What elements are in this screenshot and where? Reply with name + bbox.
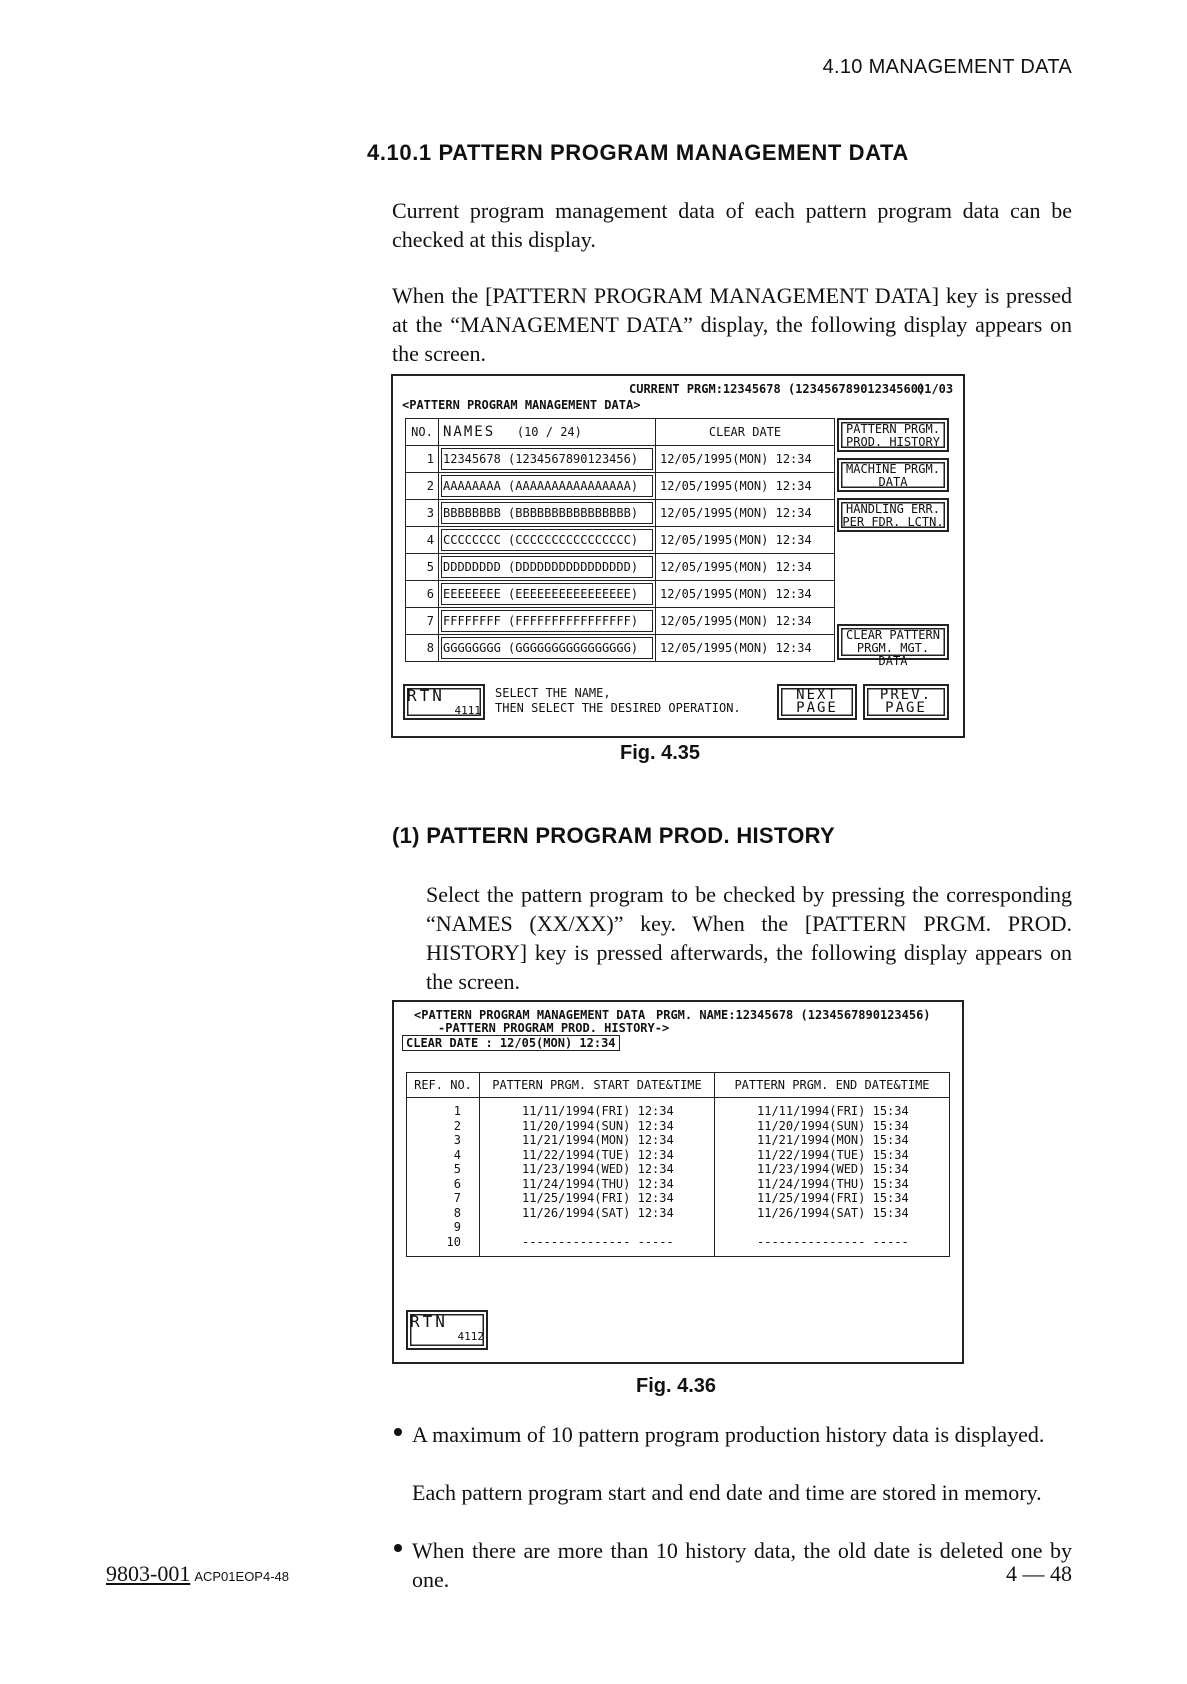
table-row (406, 527, 835, 554)
table-row (406, 635, 835, 662)
ref-no: 6 (453, 1176, 461, 1191)
page-number: 4 — 48 (1006, 1561, 1072, 1586)
rtn-code: 4111 (454, 704, 481, 717)
figure-caption-4-36: Fig. 4.36 (636, 1375, 717, 1397)
end-datetime: 11/22/1994(TUE) 15:34 (757, 1147, 909, 1162)
start-datetime: 11/25/1994(FRI) 12:34 (522, 1191, 674, 1205)
paragraph-history: Select the pattern program to be checked by pressing the corresponding “NAMES (XX/XX)” key. When the [PATTERN PRGM. PROD. HISTORY] key is pressed afterwards, the following display appears on the screen. (426, 882, 1072, 994)
end-column (715, 1098, 950, 1257)
names-header-key[interactable] (439, 419, 656, 446)
row-number: 2 (406, 473, 439, 500)
names-count: (10 / 24) (516, 425, 582, 439)
col-no-header: NO. (406, 419, 439, 446)
name-key[interactable]: DDDDDDDD (DDDDDDDDDDDDDDDD) (439, 554, 656, 581)
col-names-header: NAMES (443, 424, 496, 440)
clear-date: 12/05/1995(MON) 12:34 (656, 473, 835, 500)
rtn-code: 4112 (457, 1330, 484, 1343)
prev-page-button[interactable]: PREV. PAGE (863, 684, 949, 720)
table-row (406, 608, 835, 635)
handling-err-per-fdr-lctn-button[interactable]: HANDLING ERR. PER FDR. LCTN. (837, 498, 949, 532)
row-number: 5 (406, 554, 439, 581)
clear-date: 12/05/1995(MON) 12:34 (656, 500, 835, 527)
clear-pattern-prgm-mgt-data-button[interactable]: CLEAR PATTERN PRGM. MGT. DATA (837, 624, 949, 660)
table-row (406, 500, 835, 527)
ref-no: 3 (453, 1133, 461, 1147)
clear-date: 12/05/1995(MON) 12:34 (656, 554, 835, 581)
clear-date: 12/05/1995(MON) 12:34 (656, 527, 835, 554)
program-name: PRGM. NAME:12345678 (1234567890123456) (656, 1008, 931, 1022)
clear-date: 12/05/1995(MON) 12:34 (656, 608, 835, 635)
bullet-deletion: When there are more than 10 history data, the old date is deleted one by one. (412, 1538, 1072, 1592)
name-key[interactable]: BBBBBBBB (BBBBBBBBBBBBBBBB) (439, 500, 656, 527)
start-datetime: 11/24/1994(THU) 12:34 (522, 1176, 674, 1191)
ref-no: 10 (446, 1234, 461, 1249)
section-title: 4.10.1 PATTERN PROGRAM MANAGEMENT DATA (367, 140, 909, 165)
start-datetime: --------------- ----- (522, 1234, 674, 1249)
start-column (480, 1098, 715, 1257)
next-page-button[interactable]: NEXT PAGE (777, 684, 857, 720)
end-datetime: 11/23/1994(WED) 15:34 (757, 1162, 909, 1176)
rtn-label: RTN (410, 1312, 448, 1331)
col-end-header: PATTERN PRGM. END DATE&TIME (715, 1073, 950, 1098)
table-row (406, 581, 835, 608)
row-number: 7 (406, 608, 439, 635)
end-datetime: 11/21/1994(MON) 15:34 (757, 1133, 909, 1147)
table-row (406, 446, 835, 473)
end-datetime: 11/11/1994(FRI) 15:34 (757, 1104, 909, 1118)
ref-no: 5 (453, 1162, 461, 1176)
end-datetime: 11/26/1994(SAT) 15:34 (757, 1205, 909, 1220)
figure-4-36-screen (392, 1000, 964, 1364)
message-line-2: THEN SELECT THE DESIRED OPERATION. (495, 701, 741, 715)
page-indicator: 01/03 (917, 382, 954, 396)
figure-4-35-screen (391, 374, 965, 738)
paragraph-key-press: When the [PATTERN PROGRAM MANAGEMENT DATA] key is pressed at the “MANAGEMENT DATA” display, the following display appears on the screen. (392, 283, 1072, 366)
footer-left (106, 1561, 289, 1587)
history-title-line-1: <PATTERN PROGRAM MANAGEMENT DATA (414, 1008, 646, 1022)
row-number: 3 (406, 500, 439, 527)
clear-date-display: CLEAR DATE : 12/05(MON) 12:34 (402, 1035, 620, 1051)
row-number: 1 (406, 446, 439, 473)
ref-no: 7 (453, 1191, 461, 1205)
pattern-prgm-prod-history-button[interactable]: PATTERN PRGM. PROD. HISTORY (837, 418, 949, 452)
row-number: 8 (406, 635, 439, 662)
start-datetime (522, 1220, 714, 1235)
name-key[interactable]: CCCCCCCC (CCCCCCCCCCCCCCCC) (439, 527, 656, 554)
start-datetime: 11/26/1994(SAT) 12:34 (522, 1205, 674, 1220)
ref-column (407, 1098, 480, 1257)
bullet-dot-icon (394, 1544, 402, 1552)
figure-caption-4-35: Fig. 4.35 (620, 742, 701, 764)
start-datetime: 11/20/1994(SUN) 12:34 (522, 1118, 674, 1133)
end-datetime: --------------- ----- (757, 1234, 909, 1249)
screen-title: <PATTERN PROGRAM MANAGEMENT DATA> (402, 398, 641, 412)
name-key[interactable]: EEEEEEEE (EEEEEEEEEEEEEEEE) (439, 581, 656, 608)
end-datetime: 11/24/1994(THU) 15:34 (757, 1176, 909, 1191)
clear-date: 12/05/1995(MON) 12:34 (656, 446, 835, 473)
name-key[interactable]: FFFFFFFF (FFFFFFFFFFFFFFFF) (439, 608, 656, 635)
name-key[interactable]: AAAAAAAA (AAAAAAAAAAAAAAAA) (439, 473, 656, 500)
ref-no: 2 (453, 1118, 461, 1133)
history-title-line-2: -PATTERN PROGRAM PROD. HISTORY-> (438, 1021, 670, 1035)
message-line-1: SELECT THE NAME, (495, 686, 611, 700)
start-datetime: 11/23/1994(WED) 12:34 (522, 1162, 674, 1176)
name-key[interactable]: 12345678 (1234567890123456) (439, 446, 656, 473)
rtn-label: RTN (407, 686, 445, 705)
name-key[interactable]: GGGGGGGG (GGGGGGGGGGGGGGGG) (439, 635, 656, 662)
col-clear-header: CLEAR DATE (656, 419, 835, 446)
bullet-storage-note: Each pattern program start and end date and time are stored in memory. (412, 1480, 1042, 1505)
rtn-button[interactable] (403, 684, 485, 720)
row-number: 6 (406, 581, 439, 608)
clear-date: 12/05/1995(MON) 12:34 (656, 635, 835, 662)
start-datetime: 11/11/1994(FRI) 12:34 (522, 1104, 674, 1118)
start-datetime: 11/21/1994(MON) 12:34 (522, 1133, 674, 1147)
rtn-button[interactable] (406, 1310, 488, 1350)
doc-number: 9803-001 (106, 1561, 191, 1586)
ref-no: 4 (453, 1147, 461, 1162)
table-row (406, 554, 835, 581)
current-program: CURRENT PRGM:12345678 (12345678901234560) (629, 382, 926, 396)
end-datetime: 11/25/1994(FRI) 15:34 (757, 1191, 909, 1205)
bullet-dot-icon (394, 1428, 402, 1436)
machine-prgm-data-button[interactable]: MACHINE PRGM. DATA (837, 458, 949, 492)
ref-no: 9 (453, 1220, 461, 1234)
running-header: 4.10 MANAGEMENT DATA (822, 56, 1072, 78)
bullet-max-history: A maximum of 10 pattern program production history data is displayed. (412, 1422, 1045, 1447)
operation-message (495, 686, 741, 716)
doc-code: ACP01EOP4-48 (194, 1569, 289, 1584)
col-ref-header: REF. NO. (407, 1073, 480, 1098)
subsection-title: (1) PATTERN PROGRAM PROD. HISTORY (392, 823, 835, 848)
start-datetime: 11/22/1994(TUE) 12:34 (522, 1147, 674, 1162)
history-table (406, 1072, 950, 1257)
clear-date: 12/05/1995(MON) 12:34 (656, 581, 835, 608)
row-number: 4 (406, 527, 439, 554)
paragraph-intro: Current program management data of each pattern program data can be checked at this display. (392, 198, 1072, 252)
ref-no: 1 (453, 1104, 461, 1118)
end-datetime (757, 1220, 949, 1235)
table-row (406, 473, 835, 500)
names-table (405, 418, 835, 662)
end-datetime: 11/20/1994(SUN) 15:34 (757, 1118, 909, 1133)
ref-no: 8 (453, 1205, 461, 1220)
col-start-header: PATTERN PRGM. START DATE&TIME (480, 1073, 715, 1098)
